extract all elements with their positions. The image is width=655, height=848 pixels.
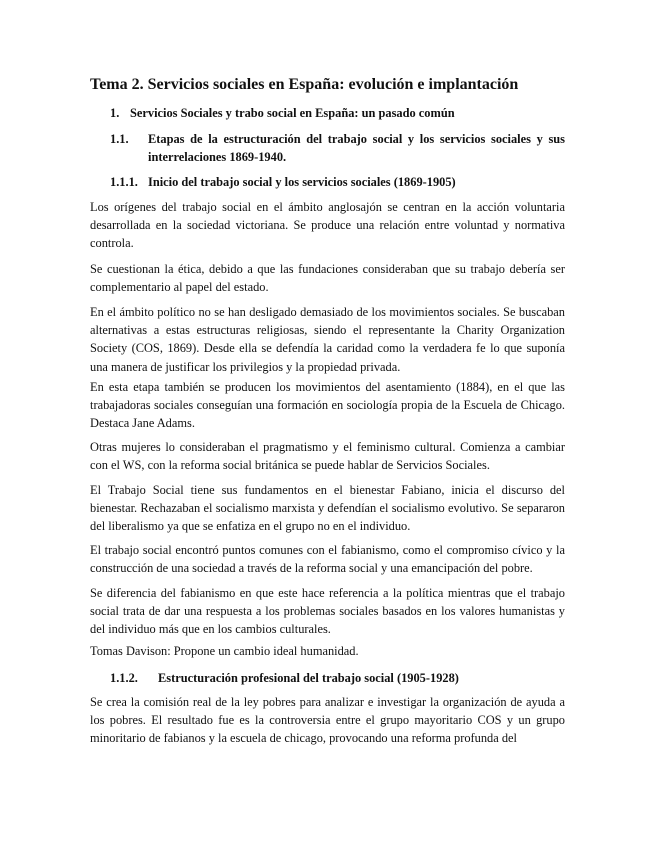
section-title: Estructuración profesional del trabajo social (1905-1928): [158, 671, 459, 685]
section-number: 1.1.1.: [110, 175, 138, 189]
document-title: Tema 2. Servicios sociales en España: evolución e implantación: [90, 76, 519, 93]
section-title: Servicios Sociales y trabo social en España: un pasado común: [130, 106, 455, 120]
paragraph: Tomas Davison: Propone un cambio ideal humanidad.: [90, 644, 359, 658]
paragraph: Otras mujeres lo consideraban el pragmatismo y el feminismo cultural. Comienza a cambiar con el WS, con la reforma social británica se puede hablar de Servicios Sociales.: [90, 440, 565, 473]
section-number: 1.1.2.: [110, 671, 138, 685]
paragraph: En esta etapa también se producen los movimientos del asentamiento (1884), en el que las trabajadoras sociales conseguían una formación en sociología propia de la Escuela de Chicago. Destaca Jane Adams.: [90, 380, 565, 431]
paragraph: Los orígenes del trabajo social en el ámbito anglosajón se centran en la acción voluntaria desarrollada en la sociedad victoriana. Se produce una relación entre voluntad y normativa controla.: [90, 200, 565, 251]
section-number: 1.1.: [110, 132, 129, 146]
paragraph: El Trabajo Social tiene sus fundamentos en el bienestar Fabiano, inicia el discurso del bienestar. Rechazaban el socialismo marxista y defendían el socialismo evolutivo. Se separaron del liberalismo ya que se enfatiza en el grupo no en el individuo.: [90, 483, 565, 534]
paragraph: El trabajo social encontró puntos comunes con el fabianismo, como el compromiso cívico y la construcción de una sociedad a través de la reforma social y una emancipación del pobre.: [90, 543, 565, 576]
paragraph: Se crea la comisión real de la ley pobres para analizar e investigar la organización de ayuda a los pobres. El resultado fue es la controversia entre el grupo mayoritario COS y un grupo minoritario de fabianos y la escuela de chicago, provocando una reforma profunda del: [90, 695, 565, 746]
section-title: Inicio del trabajo social y los servicios sociales (1869-1905): [148, 175, 456, 189]
section-heading-1: [110, 104, 565, 122]
paragraph: Se diferencia del fabianismo en que este hace referencia a la política mientras que el trabajo social trata de dar una respuesta a los problemas sociales basados en los valores humanistas y del individuo más que en los cambios culturales.: [90, 586, 565, 637]
section-title: Etapas de la estructuración del trabajo social y los servicios sociales y sus interrelaciones 1869-1940.: [148, 132, 565, 164]
section-heading-1-1-1: [110, 173, 565, 191]
section-heading-1-1: [110, 130, 565, 166]
paragraph: Se cuestionan la ética, debido a que las fundaciones consideraban que su trabajo debería ser complementario al papel del estado.: [90, 262, 565, 295]
section-number: 1.: [110, 106, 120, 120]
section-heading-1-1-2: [110, 669, 565, 687]
paragraph: En el ámbito político no se han desligado demasiado de los movimientos sociales. Se buscaban alternativas a estas estructuras religiosas, siendo el representante la Charity Organization Society (COS, 1869). Desde ella se defendía la caridad como la verdadera fe lo que suponía una manera de justificar los privilegios y la propiedad privada.: [90, 305, 565, 374]
